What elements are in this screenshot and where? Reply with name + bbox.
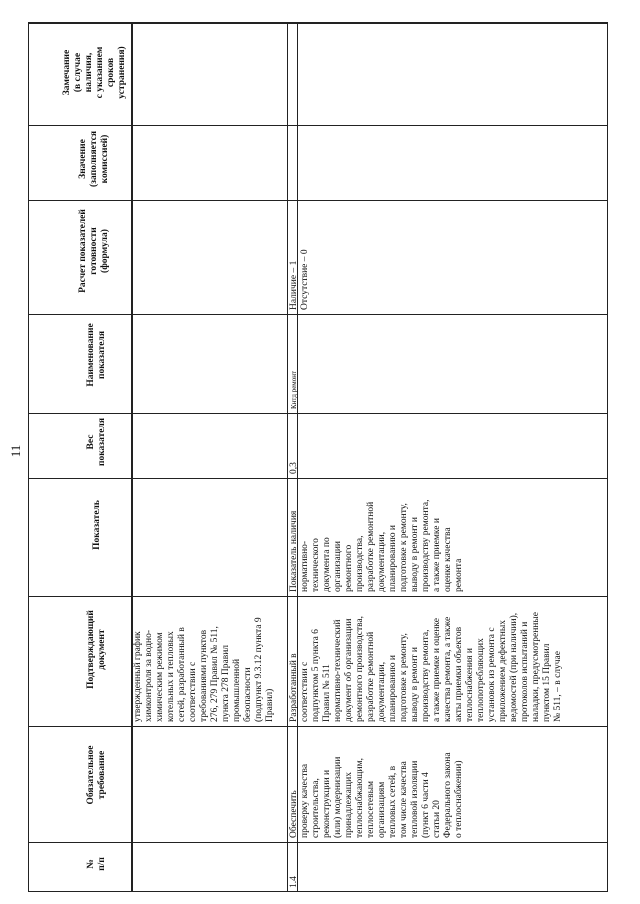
header-num: № п/п [86, 857, 107, 871]
remark-value-divider [132, 23, 133, 891]
header-remark: Замечание (в случае наличия, с указанием сроков устранения) [62, 46, 127, 99]
table-top-border [29, 23, 607, 24]
row-1-4-formula: Наличие – 1 Отсутствие – 0 [289, 249, 310, 310]
row-1-4-indicator: Показатель наличия нормативно- технического документа по организации ремонтного производства, разработке ремонтной документации, планированию и подготовке к ремонту, выводу в ремонт и производству ремонта, а также приемке и оценке качества ремонта [289, 499, 464, 592]
header-requirement: Обязательное требование [86, 745, 107, 805]
row-1-4-number: 1.4 [289, 876, 299, 888]
prev-row-document: утвержденный график химконтроля за водно- химическим режимом котельных и тепловых сетей, разработанный в соответствии с требованиями пунктов 276, 279 Правил № 511, пункта 278 Правил промышленной безопасности (подпункт 9.3.12 пункта 9 Правил) [133, 617, 275, 722]
row-1-4-document: Разработанный в соответствии с подпунктом 5 пункта 6 Правил № 511 нормативно-технический документ об организации ремонтного производства, разработке ремонтной документации, планированию и подготовке к ремонту, выводу в ремонт и производству ремонта, а также приемке и оценке качества ремонта, а также акты приемки объектов теплоснабжения и теплопотребляющих установок из ремонта с приложением дефектных ведомостей (при наличии), протоколов испытаний и наладки, предусмотренные пунктом 15 Правил № 511, – в случае [289, 612, 563, 722]
sep-formula-name [28, 314, 608, 315]
header-formula: Расчет показателей готовности (формула) [78, 209, 110, 293]
page-number: 11 [8, 444, 23, 458]
row-1-4-requirement: Обеспечить проверку качества строительства, реконструкции и (или) модернизации принадлежащих теплоснабжающим, теплосетевым организациям тепловых сетей, в том числе качества тепловой изоляции (пункт 6 части 4 статьи 20 Федерального закона о теплоснабжении) [289, 752, 464, 838]
sep-value-formula [28, 200, 608, 201]
header-indicator: Показатель [92, 500, 102, 550]
header-body-divider [131, 22, 132, 892]
sep-remark-value [28, 125, 608, 126]
sep-requirement-num [28, 842, 608, 843]
prev-row-divider [287, 22, 288, 892]
row-1-4-weight: 0,3 [289, 462, 299, 474]
header-weight: Вес показателя [86, 418, 107, 466]
header-value: Значение (заполняется комиссией) [78, 131, 110, 188]
sep-name-weight [28, 413, 608, 414]
row-1-4-indicator-name: Кнтд ремонт [290, 370, 298, 409]
header-document: Подтверждающий документ [86, 610, 107, 689]
header-indicator-name: Наименование показателя [86, 323, 107, 387]
